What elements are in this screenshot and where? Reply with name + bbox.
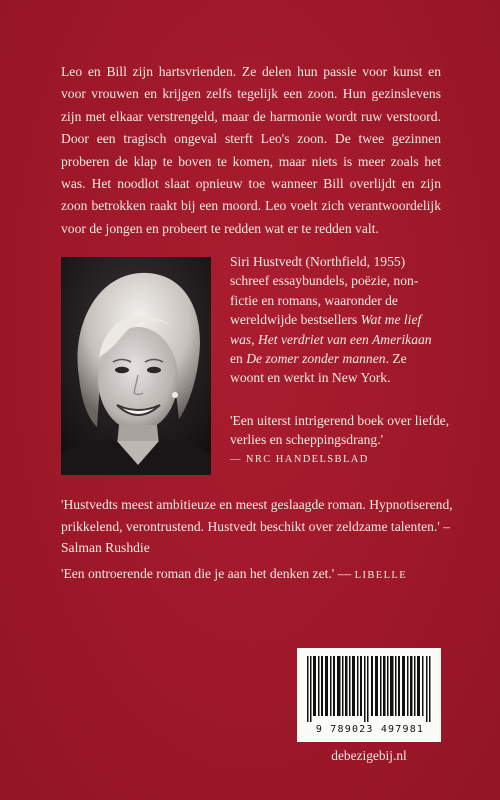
book-blurb: Leo en Bill zijn hartsvrienden. Ze delen hun passie voor kunst en voor vrouwen en krijgen zelfs tegelijk een zoon. Hun gezinslevens zijn met elkaar verstrengeld, maar de harmonie wordt ruw verstoord. Door een tragisch ongeval sterft Leo's zoon. De twee gezinnen proberen de klap te boven te komen, maar niets is meer zoals het was. Het noodlot slaat opnieuw toe wanneer Bill overlijdt en zijn zoon betrokken raakt bij een moord. Leo voelt zich verantwoordelijk voor de jongen en probeert te redden wat er te redden valt. [61, 64, 441, 236]
bio-text-after: . Ze woont en werkt in New York. [230, 351, 407, 386]
barcode-box [297, 648, 441, 742]
review-source: LIBELLE [354, 570, 408, 581]
review-source: — NRC HANDELSBLAD [230, 453, 369, 465]
review-quote-nrc [230, 411, 450, 469]
bio-separator-2: en [230, 351, 247, 367]
barcode-bars [307, 656, 431, 722]
review-quote-rushdie: 'Hustvedts meest ambitieuze en meest geslaagde roman. Hypnotiserend, prikkelend, verontrustend. Hustvedt beschikt over zeldzame talenten.' – Salman Rushdie [61, 497, 453, 556]
isbn-number: 9 789023 497981 [315, 724, 425, 735]
bio-separator-1: , [251, 331, 258, 347]
book-title-3: De zomer zonder mannen [246, 351, 386, 367]
publisher-website: debezigebij.nl [331, 748, 407, 763]
review-quote-text: 'Een uiterst intrigerend boek over liefde, verlies en scheppingsdrang.' [230, 413, 450, 448]
bio-text-before: Siri Hustvedt (Northfield, 1955) schreef essaybundels, poëzie, non-fictie en romans, waaronder de wereldwijde bestsellers [230, 254, 419, 328]
author-photo [61, 257, 211, 475]
review-quote-libelle [61, 564, 481, 585]
book-title-2: Het verdriet van een Amerikaan [257, 331, 432, 347]
review-quote-text: 'Een ontroerende roman die je aan het denken zet.' — [61, 566, 355, 581]
book-title-1: Wat me lief was [230, 312, 422, 347]
author-bio [230, 252, 442, 388]
